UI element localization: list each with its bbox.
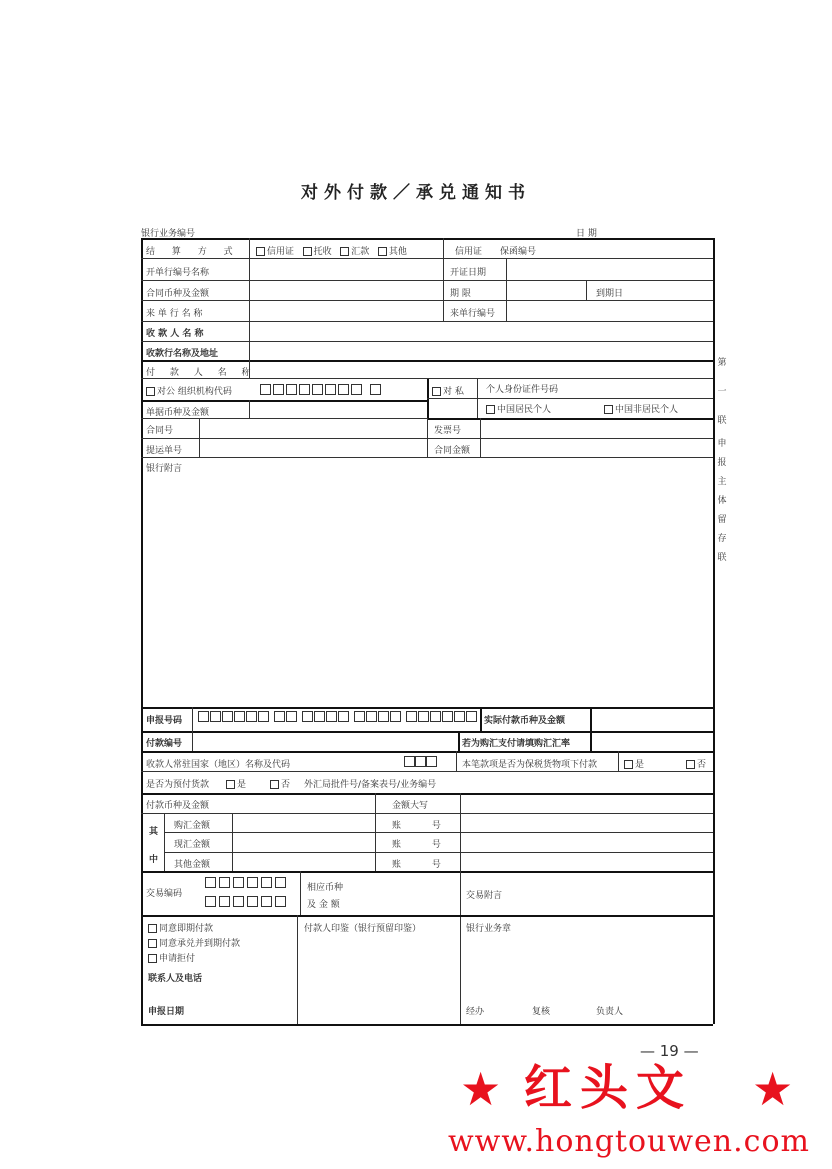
checkbox-icon[interactable] bbox=[340, 247, 349, 256]
opt-other[interactable]: 其他 bbox=[388, 247, 407, 257]
actual-currency-label: 实际付款币种及金额 bbox=[484, 716, 566, 726]
checkbox-icon[interactable] bbox=[148, 954, 157, 963]
trade-code-label: 交易编码 bbox=[146, 889, 183, 899]
payment-no-label: 付款编号 bbox=[146, 739, 183, 749]
bonded-yes bbox=[624, 757, 644, 770]
agree-accept bbox=[148, 936, 240, 949]
bank-ref-label: 银行业务编号 bbox=[141, 229, 196, 239]
payer-org-label: 对公 组织机构代码 bbox=[157, 387, 232, 397]
corr-amount-label: 及 金 额 bbox=[307, 900, 340, 910]
bank-note-label: 银行附言 bbox=[146, 464, 183, 474]
contract-amount-label: 合同金额 bbox=[434, 446, 471, 456]
due-date-label: 到期日 bbox=[596, 289, 624, 299]
currency-amount-label: 单据币种及金额 bbox=[146, 408, 210, 418]
agree-pay-label: 同意即期付款 bbox=[159, 924, 214, 934]
page-number: — 19 — bbox=[640, 1042, 699, 1060]
opt-collection[interactable]: 托收 bbox=[313, 247, 332, 257]
amount-words-label: 金额大写 bbox=[392, 801, 429, 811]
side-copy-label: 第 一 联 申 报 主 体 留 存 联 bbox=[717, 358, 727, 563]
other-label: 其他金额 bbox=[174, 860, 211, 870]
among-2: 中 bbox=[149, 855, 159, 865]
row-label-2: 合同币种及金额 bbox=[146, 289, 210, 299]
agree-accept-label: 同意承兑并到期付款 bbox=[159, 939, 241, 949]
account-label-1: 账 号 bbox=[392, 821, 455, 831]
nonresident-label: 中国非居民个人 bbox=[615, 405, 679, 415]
payer-seal-label: 付款人印鉴（银行预留印鉴） bbox=[304, 924, 422, 934]
bank-seal-label: 银行业务章 bbox=[466, 924, 512, 934]
contract-no-label: 合同号 bbox=[146, 426, 174, 436]
checkbox-icon[interactable] bbox=[486, 405, 495, 414]
checkbox-icon[interactable] bbox=[256, 247, 265, 256]
refuse bbox=[148, 951, 195, 964]
lc-issue-date-label: 开证日期 bbox=[450, 268, 487, 278]
spot-label: 现汇金额 bbox=[174, 840, 211, 850]
agree-pay bbox=[148, 921, 213, 934]
checkbox-icon[interactable] bbox=[432, 387, 441, 396]
checkbox-icon[interactable] bbox=[148, 924, 157, 933]
pay-currency-label: 付款币种及金额 bbox=[146, 801, 210, 811]
row-label-1: 开单行编号名称 bbox=[146, 268, 210, 278]
id-label: 个人身份证件号码 bbox=[486, 385, 559, 395]
corr-currency-label: 相应币种 bbox=[307, 883, 344, 893]
bonded-question: 本笔款项是否为保税货物项下付款 bbox=[462, 760, 598, 770]
settlement-label: 结 算 方 式 bbox=[146, 247, 240, 257]
form-title: 对外付款／承兑通知书 bbox=[301, 183, 531, 203]
watermark-text: 红头文 bbox=[524, 1060, 693, 1116]
account-label-3: 账 号 bbox=[392, 860, 455, 870]
checkbox-icon[interactable] bbox=[624, 760, 633, 769]
bonded-no bbox=[686, 757, 706, 770]
date-label: 日 期 bbox=[576, 229, 597, 239]
checker-label: 复核 bbox=[532, 1007, 551, 1017]
opt-remit[interactable]: 汇款 bbox=[351, 247, 370, 257]
resident bbox=[486, 402, 551, 415]
drawee-bank-no-label: 来单行编号 bbox=[450, 309, 496, 319]
checkbox-icon[interactable] bbox=[378, 247, 387, 256]
checkbox-icon[interactable] bbox=[146, 387, 155, 396]
payer-private-label: 对 私 bbox=[443, 387, 464, 397]
handler-label: 经办 bbox=[466, 1007, 485, 1017]
checkbox-icon[interactable] bbox=[226, 780, 235, 789]
yes-label: 是 bbox=[635, 760, 645, 770]
payer-private bbox=[432, 384, 464, 397]
nonresident bbox=[604, 402, 678, 415]
approval-label: 外汇局批件号/备案表号/业务编号 bbox=[304, 780, 437, 790]
country-label: 收款人常驻国家（地区）名称及代码 bbox=[146, 760, 291, 770]
row-label-3: 来 单 行 名 称 bbox=[146, 309, 203, 319]
checkbox-icon[interactable] bbox=[148, 939, 157, 948]
trade-note-label: 交易附言 bbox=[466, 891, 503, 901]
opt-lc[interactable]: 信用证 bbox=[267, 247, 295, 257]
guarantee-label: 保函编号 bbox=[500, 247, 537, 257]
contact-label: 联系人及电话 bbox=[148, 974, 203, 984]
checkbox-icon[interactable] bbox=[270, 780, 279, 789]
prepay-yes bbox=[226, 777, 246, 790]
manager-label: 负责人 bbox=[596, 1007, 624, 1017]
watermark-logo bbox=[460, 1058, 810, 1128]
resident-label: 中国居民个人 bbox=[497, 405, 552, 415]
period-label: 期 限 bbox=[450, 289, 471, 299]
yes-label: 是 bbox=[237, 780, 247, 790]
prepay-no bbox=[270, 777, 290, 790]
among-1: 其 bbox=[149, 827, 159, 837]
bank-note-area[interactable] bbox=[150, 475, 705, 700]
lc-label: 信用证 bbox=[455, 247, 483, 257]
payer-name-label: 付 款 人 名 称 bbox=[146, 368, 257, 378]
checkbox-icon[interactable] bbox=[604, 405, 613, 414]
refuse-label: 申请拒付 bbox=[159, 954, 196, 964]
purchase-label: 购汇金额 bbox=[174, 821, 211, 831]
account-label-2: 账 号 bbox=[392, 840, 455, 850]
exchange-rate-label: 若为购汇支付请填购汇汇率 bbox=[462, 739, 571, 749]
row-label-4: 收 款 人 名 称 bbox=[146, 329, 204, 339]
checkbox-icon[interactable] bbox=[303, 247, 312, 256]
decl-no-label: 申报号码 bbox=[146, 716, 183, 726]
prepay-question: 是否为预付货款 bbox=[146, 780, 210, 790]
no-label: 否 bbox=[697, 760, 707, 770]
row-label-5: 收款行名称及地址 bbox=[146, 349, 219, 359]
no-label: 否 bbox=[281, 780, 291, 790]
settlement-options bbox=[256, 244, 407, 257]
watermark-url: www.hongtouwen.com bbox=[448, 1124, 810, 1159]
payer-org bbox=[146, 384, 232, 397]
star-icon: ★ bbox=[460, 1062, 502, 1116]
star-icon: ★ bbox=[752, 1062, 794, 1116]
checkbox-icon[interactable] bbox=[686, 760, 695, 769]
invoice-no-label: 发票号 bbox=[434, 426, 462, 436]
decl-date-label: 申报日期 bbox=[148, 1007, 185, 1017]
bl-no-label: 提运单号 bbox=[146, 446, 183, 456]
